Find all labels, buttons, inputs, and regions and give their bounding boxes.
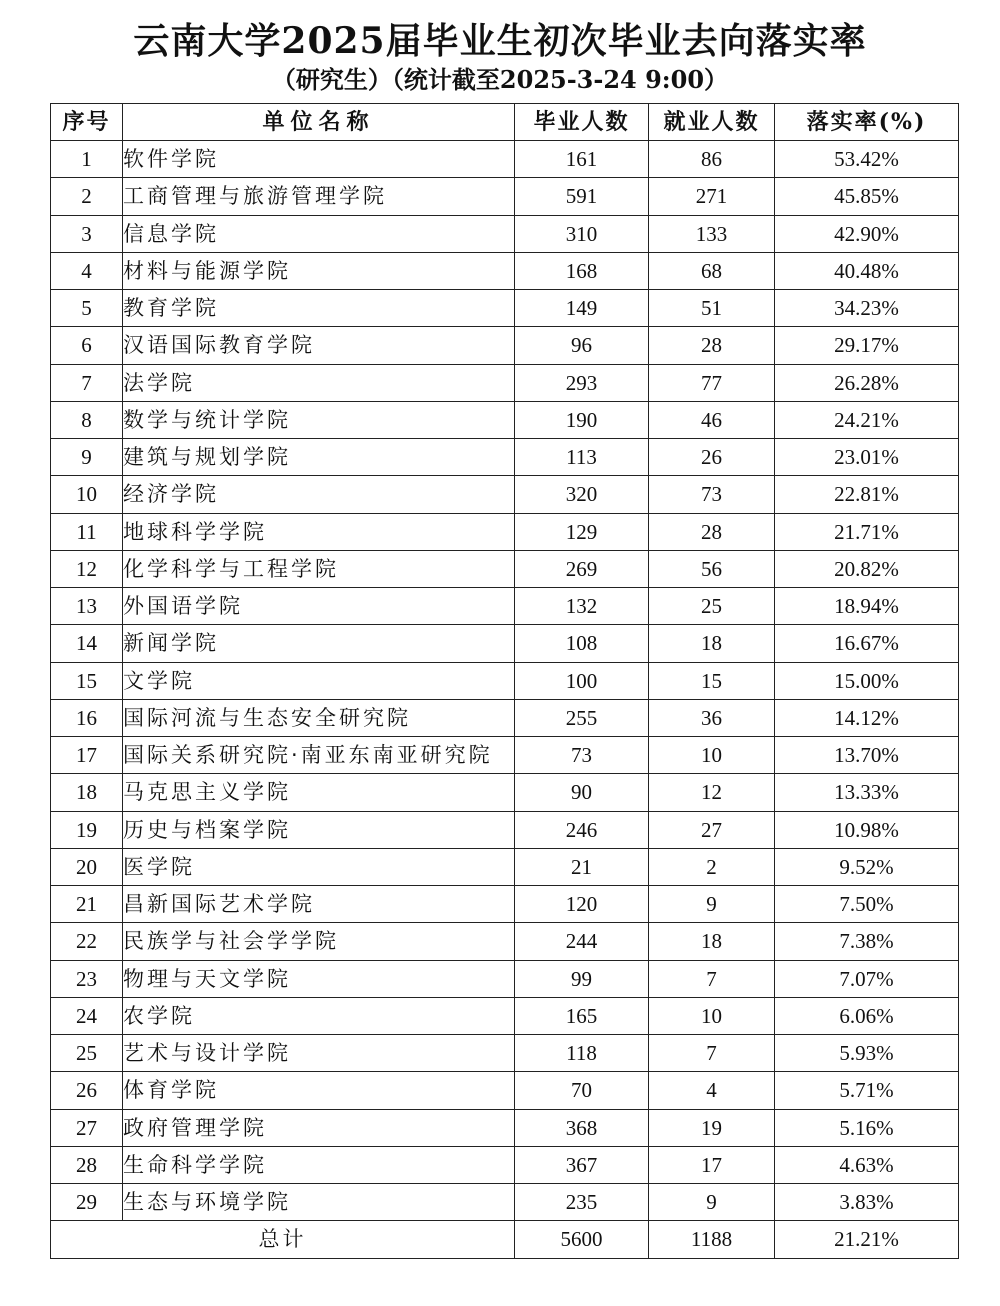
- row-employed: 9: [649, 1184, 775, 1221]
- row-index: 11: [51, 513, 123, 550]
- row-unit-name: 生态与环境学院: [123, 1184, 515, 1221]
- row-employed: 56: [649, 550, 775, 587]
- table-row: [51, 774, 959, 811]
- row-employed: 2: [649, 848, 775, 885]
- row-rate: 45.85%: [775, 178, 959, 215]
- row-graduates: 190: [515, 401, 649, 438]
- table-row: [51, 141, 959, 178]
- row-graduates: 269: [515, 550, 649, 587]
- row-graduates: 118: [515, 1035, 649, 1072]
- row-graduates: 120: [515, 886, 649, 923]
- row-rate: 23.01%: [775, 439, 959, 476]
- row-unit-name: 法学院: [123, 364, 515, 401]
- row-graduates: 129: [515, 513, 649, 550]
- row-index: 9: [51, 439, 123, 476]
- row-graduates: 132: [515, 588, 649, 625]
- row-employed: 133: [649, 215, 775, 252]
- total-label: 总计: [51, 1221, 515, 1258]
- row-rate: 13.33%: [775, 774, 959, 811]
- row-employed: 51: [649, 290, 775, 327]
- table-row: [51, 737, 959, 774]
- table-row: [51, 1184, 959, 1221]
- row-employed: 17: [649, 1146, 775, 1183]
- row-rate: 3.83%: [775, 1184, 959, 1221]
- row-rate: 10.98%: [775, 811, 959, 848]
- table-row: [51, 997, 959, 1034]
- header-graduates: 毕业人数: [515, 104, 649, 141]
- row-unit-name: 材料与能源学院: [123, 252, 515, 289]
- row-rate: 5.93%: [775, 1035, 959, 1072]
- row-unit-name: 新闻学院: [123, 625, 515, 662]
- table-row: [51, 1146, 959, 1183]
- row-graduates: 235: [515, 1184, 649, 1221]
- table-row: [51, 625, 959, 662]
- table-row: [51, 550, 959, 587]
- row-index: 21: [51, 886, 123, 923]
- table-row: [51, 215, 959, 252]
- table-row: [51, 178, 959, 215]
- total-rate: 21.21%: [775, 1221, 959, 1258]
- row-unit-name: 软件学院: [123, 141, 515, 178]
- row-unit-name: 工商管理与旅游管理学院: [123, 178, 515, 215]
- row-index: 22: [51, 923, 123, 960]
- row-unit-name: 化学科学与工程学院: [123, 550, 515, 587]
- row-unit-name: 教育学院: [123, 290, 515, 327]
- row-index: 5: [51, 290, 123, 327]
- row-unit-name: 马克思主义学院: [123, 774, 515, 811]
- table-row: [51, 699, 959, 736]
- row-graduates: 244: [515, 923, 649, 960]
- row-employed: 18: [649, 625, 775, 662]
- table-row: [51, 252, 959, 289]
- row-rate: 34.23%: [775, 290, 959, 327]
- row-unit-name: 昌新国际艺术学院: [123, 886, 515, 923]
- table-row: [51, 886, 959, 923]
- page-subtitle: （研究生）（统计截至2025-3-24 9:00）: [271, 65, 729, 94]
- row-rate: 26.28%: [775, 364, 959, 401]
- row-graduates: 73: [515, 737, 649, 774]
- row-rate: 4.63%: [775, 1146, 959, 1183]
- table-row: [51, 1072, 959, 1109]
- row-index: 13: [51, 588, 123, 625]
- row-rate: 7.38%: [775, 923, 959, 960]
- row-graduates: 165: [515, 997, 649, 1034]
- row-unit-name: 物理与天文学院: [123, 960, 515, 997]
- row-rate: 14.12%: [775, 699, 959, 736]
- row-employed: 28: [649, 513, 775, 550]
- row-unit-name: 国际关系研究院·南亚东南亚研究院: [123, 737, 515, 774]
- row-graduates: 310: [515, 215, 649, 252]
- row-unit-name: 文学院: [123, 662, 515, 699]
- row-graduates: 255: [515, 699, 649, 736]
- row-unit-name: 民族学与社会学学院: [123, 923, 515, 960]
- row-rate: 5.16%: [775, 1109, 959, 1146]
- row-graduates: 149: [515, 290, 649, 327]
- table-row: [51, 290, 959, 327]
- row-index: 1: [51, 141, 123, 178]
- row-index: 7: [51, 364, 123, 401]
- row-rate: 53.42%: [775, 141, 959, 178]
- row-graduates: 70: [515, 1072, 649, 1109]
- row-index: 3: [51, 215, 123, 252]
- table-row: [51, 848, 959, 885]
- table-body: [51, 141, 959, 1221]
- row-rate: 7.50%: [775, 886, 959, 923]
- row-rate: 7.07%: [775, 960, 959, 997]
- row-unit-name: 经济学院: [123, 476, 515, 513]
- row-unit-name: 建筑与规划学院: [123, 439, 515, 476]
- row-graduates: 168: [515, 252, 649, 289]
- row-employed: 19: [649, 1109, 775, 1146]
- row-graduates: 591: [515, 178, 649, 215]
- row-employed: 27: [649, 811, 775, 848]
- row-index: 6: [51, 327, 123, 364]
- row-rate: 40.48%: [775, 252, 959, 289]
- row-index: 26: [51, 1072, 123, 1109]
- row-employed: 271: [649, 178, 775, 215]
- table-row: [51, 588, 959, 625]
- row-unit-name: 政府管理学院: [123, 1109, 515, 1146]
- row-employed: 86: [649, 141, 775, 178]
- row-index: 18: [51, 774, 123, 811]
- row-rate: 24.21%: [775, 401, 959, 438]
- header-employed: 就业人数: [649, 104, 775, 141]
- row-employed: 18: [649, 923, 775, 960]
- row-employed: 46: [649, 401, 775, 438]
- row-index: 24: [51, 997, 123, 1034]
- row-index: 28: [51, 1146, 123, 1183]
- total-employed: 1188: [649, 1221, 775, 1258]
- table-row: [51, 513, 959, 550]
- row-unit-name: 信息学院: [123, 215, 515, 252]
- row-index: 8: [51, 401, 123, 438]
- row-rate: 13.70%: [775, 737, 959, 774]
- table-row: [51, 960, 959, 997]
- header-index: 序号: [51, 104, 123, 141]
- row-employed: 73: [649, 476, 775, 513]
- total-row: [51, 1221, 959, 1258]
- row-unit-name: 体育学院: [123, 1072, 515, 1109]
- row-rate: 20.82%: [775, 550, 959, 587]
- table-row: [51, 811, 959, 848]
- table-row: [51, 1109, 959, 1146]
- row-unit-name: 艺术与设计学院: [123, 1035, 515, 1072]
- row-graduates: 99: [515, 960, 649, 997]
- row-unit-name: 医学院: [123, 848, 515, 885]
- header-unit-name: 单位名称: [123, 104, 515, 141]
- row-employed: 7: [649, 960, 775, 997]
- row-index: 14: [51, 625, 123, 662]
- row-employed: 10: [649, 997, 775, 1034]
- row-rate: 16.67%: [775, 625, 959, 662]
- table-row: [51, 401, 959, 438]
- row-employed: 28: [649, 327, 775, 364]
- row-index: 29: [51, 1184, 123, 1221]
- row-employed: 9: [649, 886, 775, 923]
- row-index: 16: [51, 699, 123, 736]
- row-graduates: 161: [515, 141, 649, 178]
- row-index: 19: [51, 811, 123, 848]
- row-unit-name: 国际河流与生态安全研究院: [123, 699, 515, 736]
- row-graduates: 293: [515, 364, 649, 401]
- row-rate: 18.94%: [775, 588, 959, 625]
- row-employed: 25: [649, 588, 775, 625]
- row-graduates: 21: [515, 848, 649, 885]
- row-index: 17: [51, 737, 123, 774]
- row-graduates: 108: [515, 625, 649, 662]
- table-row: [51, 476, 959, 513]
- row-employed: 68: [649, 252, 775, 289]
- row-graduates: 90: [515, 774, 649, 811]
- table-row: [51, 364, 959, 401]
- row-graduates: 100: [515, 662, 649, 699]
- table-row: [51, 439, 959, 476]
- table-row: [51, 327, 959, 364]
- row-graduates: 96: [515, 327, 649, 364]
- row-rate: 22.81%: [775, 476, 959, 513]
- row-unit-name: 外国语学院: [123, 588, 515, 625]
- row-unit-name: 生命科学学院: [123, 1146, 515, 1183]
- row-index: 27: [51, 1109, 123, 1146]
- row-index: 23: [51, 960, 123, 997]
- row-index: 12: [51, 550, 123, 587]
- row-index: 4: [51, 252, 123, 289]
- row-unit-name: 农学院: [123, 997, 515, 1034]
- row-graduates: 367: [515, 1146, 649, 1183]
- row-employed: 36: [649, 699, 775, 736]
- total-graduates: 5600: [515, 1221, 649, 1258]
- row-employed: 10: [649, 737, 775, 774]
- row-employed: 4: [649, 1072, 775, 1109]
- row-graduates: 368: [515, 1109, 649, 1146]
- row-rate: 6.06%: [775, 997, 959, 1034]
- row-employed: 12: [649, 774, 775, 811]
- header-rate: 落实率(%): [775, 104, 959, 141]
- row-unit-name: 数学与统计学院: [123, 401, 515, 438]
- row-rate: 29.17%: [775, 327, 959, 364]
- row-graduates: 320: [515, 476, 649, 513]
- row-employed: 7: [649, 1035, 775, 1072]
- row-index: 25: [51, 1035, 123, 1072]
- table-row: [51, 923, 959, 960]
- row-employed: 77: [649, 364, 775, 401]
- row-index: 10: [51, 476, 123, 513]
- row-employed: 26: [649, 439, 775, 476]
- row-rate: 15.00%: [775, 662, 959, 699]
- employment-rate-table: [50, 103, 959, 1259]
- row-index: 20: [51, 848, 123, 885]
- row-index: 15: [51, 662, 123, 699]
- table-row: [51, 662, 959, 699]
- row-graduates: 246: [515, 811, 649, 848]
- row-rate: 5.71%: [775, 1072, 959, 1109]
- row-unit-name: 汉语国际教育学院: [123, 327, 515, 364]
- row-graduates: 113: [515, 439, 649, 476]
- row-rate: 9.52%: [775, 848, 959, 885]
- page-title: 云南大学2025届毕业生初次毕业去向落实率: [133, 20, 867, 62]
- row-rate: 21.71%: [775, 513, 959, 550]
- row-employed: 15: [649, 662, 775, 699]
- table-row: [51, 1035, 959, 1072]
- row-unit-name: 历史与档案学院: [123, 811, 515, 848]
- row-unit-name: 地球科学学院: [123, 513, 515, 550]
- header-row: [51, 104, 959, 141]
- row-rate: 42.90%: [775, 215, 959, 252]
- row-index: 2: [51, 178, 123, 215]
